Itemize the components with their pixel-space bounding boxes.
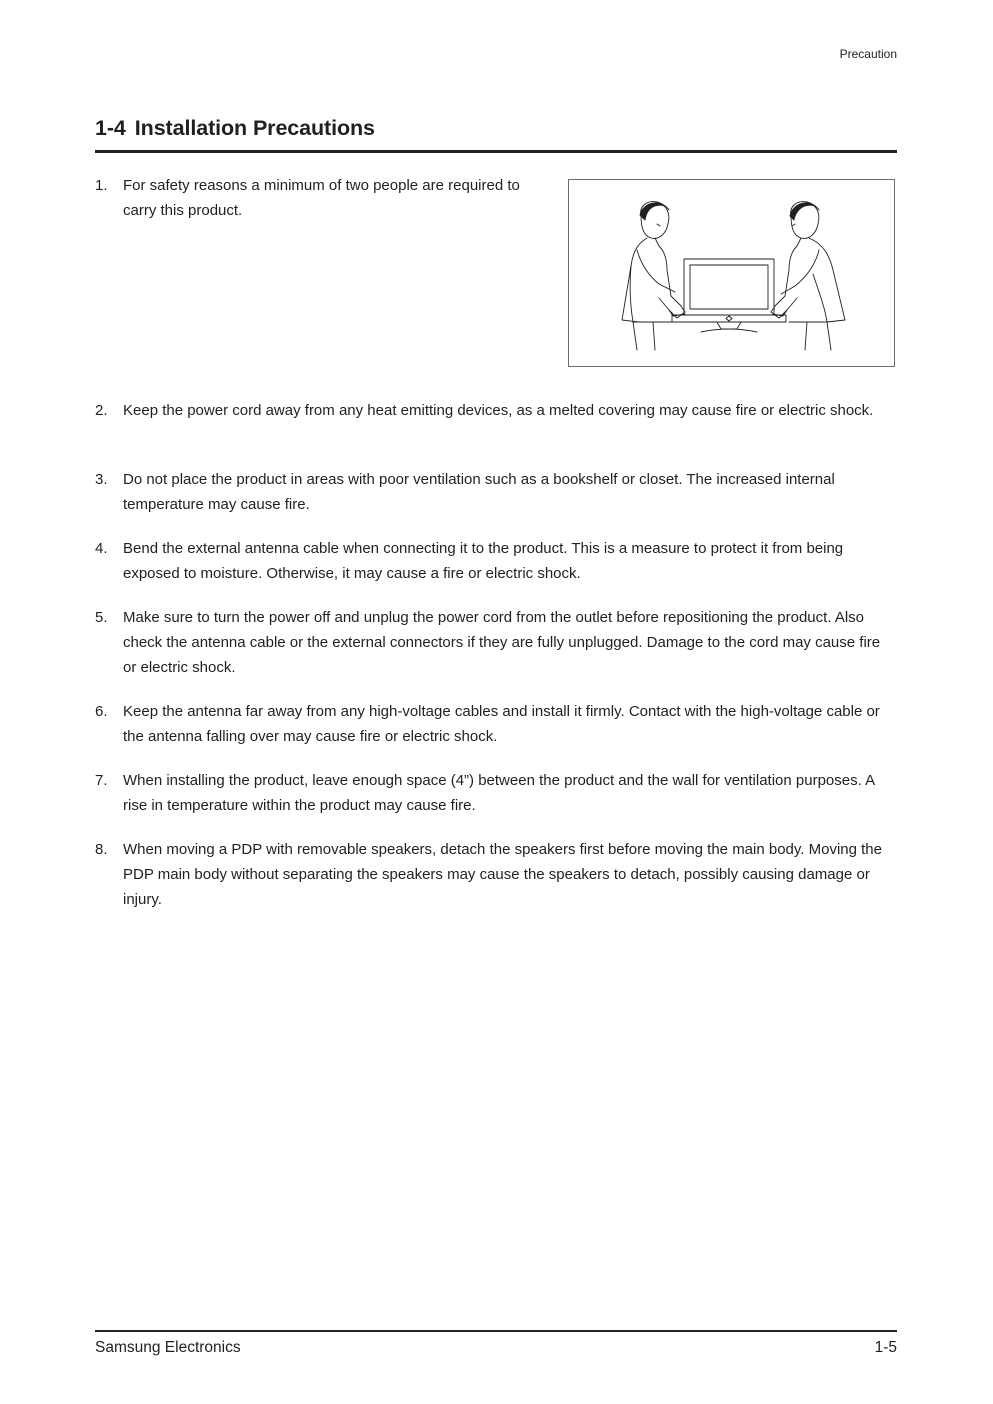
footer-company: Samsung Electronics [95, 1339, 241, 1356]
item-text: Do not place the product in areas with poor ventilation such as a bookshelf or closet. The increased internal temperature may cause fire. [123, 471, 835, 513]
item-number: 8. [95, 841, 108, 858]
footer-rule [95, 1330, 897, 1332]
item-number: 5. [95, 609, 108, 626]
two-people-carrying-illustration [568, 179, 895, 367]
list-item [95, 605, 897, 680]
two-people-carrying-tv-icon [569, 180, 894, 366]
item-number: 4. [95, 540, 108, 557]
page-number: 1-5 [874, 1339, 897, 1356]
item-number: 7. [95, 772, 108, 789]
item-text: Bend the external antenna cable when connecting it to the product. This is a measure to protect it from being exposed to moisture. Otherwise, it may cause a fire or electric shock. [123, 540, 844, 582]
item-text: Make sure to turn the power off and unplug the power cord from the outlet before repositioning the product. Also check the antenna cable or the external connectors if they are fully unplugged. Damage to the cord may cause fire or electric shock. [123, 609, 881, 676]
section-title [95, 116, 897, 141]
section-number: 1-4 [95, 116, 126, 140]
title-rule [95, 150, 897, 153]
item-number: 6. [95, 703, 108, 720]
list-item [95, 467, 889, 517]
item-text: When installing the product, leave enough space (4”) between the product and the wall for ventilation purposes. A rise in temperature within the product may cause fire. [123, 772, 875, 814]
list-item [95, 699, 889, 749]
item-text: Keep the power cord away from any heat emitting devices, as a melted covering may cause fire or electric shock. [123, 402, 874, 419]
item-number: 2. [95, 402, 108, 419]
list-item [95, 173, 555, 223]
list-item [95, 837, 889, 912]
item-number: 3. [95, 471, 108, 488]
item-text: Keep the antenna far away from any high-voltage cables and install it firmly. Contact with the high-voltage cable or the antenna falling over may cause fire or electric shock. [123, 703, 880, 745]
list-item [95, 536, 897, 586]
section-title-text: Installation Precautions [134, 116, 375, 140]
list-item [95, 768, 889, 818]
list-item [95, 398, 889, 423]
running-header: Precaution [839, 47, 897, 61]
item-number: 1. [95, 177, 108, 194]
item-text: For safety reasons a minimum of two people are required to carry this product. [123, 177, 520, 219]
item-text: When moving a PDP with removable speakers, detach the speakers first before moving the main body. Moving the PDP main body without separating the speakers may cause the speakers to detach, possibly causing damage or injury. [123, 841, 882, 908]
